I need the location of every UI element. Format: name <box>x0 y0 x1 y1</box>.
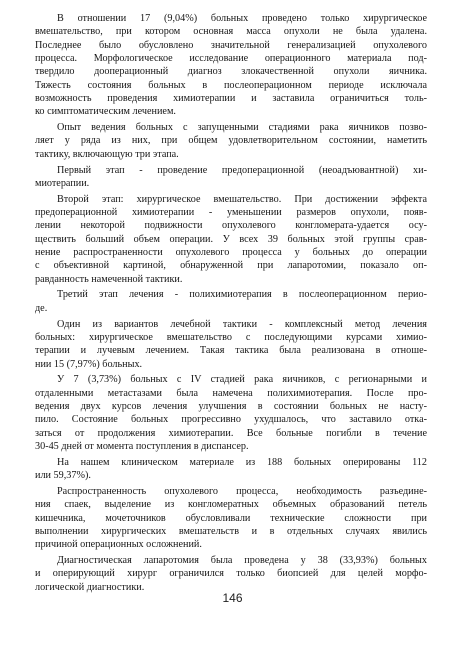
text-line: отдаленными метастазами была намечена полихимиотерапия. После про- <box>35 387 427 399</box>
paragraph <box>35 554 427 594</box>
paragraph <box>35 288 427 315</box>
text-line: ведения двух курсов лечения улучшения в состоянии больных не насту- <box>35 400 427 412</box>
text-line: ществить больший объем операции. У всех 39 больных этой группы срав- <box>35 233 427 245</box>
text-line: и оперирующий хирург ограничился только биопсией для целей морфо- <box>35 568 427 580</box>
text-line: миотерапии. <box>35 177 90 189</box>
paragraph <box>35 373 427 453</box>
paragraph <box>35 164 427 191</box>
text-line: или 59,37%). <box>35 470 91 482</box>
paragraph <box>35 193 427 286</box>
text-line: твердило дооперационный диагноз злокачественной опухоли яичника. <box>35 66 427 78</box>
text-line: выполнении хирургических вмешательств и в отдельных случаях явились <box>35 525 427 537</box>
text-line: равданность намеченной тактики. <box>35 273 183 285</box>
text-line: нии 15 (7,97%) больных. <box>35 358 143 370</box>
text-line: больных: хирургическое вмешательство с последующими курсами химио- <box>35 331 427 343</box>
text-line: логической диагностики. <box>35 581 145 593</box>
page-number: 146 <box>222 591 243 605</box>
text-line: вмешательство, при котором основная масса опухоли не была удалена. <box>35 26 427 38</box>
text-line: Второй этап: хирургическое вмешательство. При достижении эффекта <box>57 193 427 205</box>
text-line: ко симптоматическим лечением. <box>35 106 176 118</box>
text-line: Опыт ведения больных с запущенными стадиями рака яичников позво- <box>57 122 427 134</box>
text-line: заться от продолжения химиотерапии. Все больные погибли в течение <box>35 427 427 439</box>
paragraph <box>35 121 427 161</box>
text-line: предоперационной химиотерапии - уменьшении размеров опухоли, появ- <box>35 206 427 218</box>
text-line: 30-45 дней от момента поступления в диспансер. <box>35 441 249 452</box>
text-line: У 7 (3,73%) больных с IV стадией рака яичников, с регионарными и <box>57 374 427 386</box>
text-line: причиной операционных осложнений. <box>35 539 202 551</box>
paragraph <box>35 485 427 552</box>
paragraph <box>35 456 427 483</box>
text-line: лении некоторой подвижности опухолевого конгломерата-удается осу- <box>35 220 427 232</box>
text-line: терапии и лучевым лечением. Такая тактика была реализована в отноше- <box>35 345 427 357</box>
text-line: На нашем клиническом материале из 188 больных оперированы 112 <box>57 456 427 468</box>
text-line: Последнее было обусловлено значительной генерализацией опухолевого <box>35 39 427 51</box>
text-line: возможность проведения химиотерапии и заставила ограничиться толь- <box>35 93 427 105</box>
text-line: Диагностическая лапаротомия была проведена у 38 (33,93%) больных <box>57 554 427 566</box>
text-line: ния спаек, выделение из конгломератных объемных образований петель <box>35 499 427 511</box>
text-line: с объективной картиной, обнаруженной при лапаротомии, показало оп- <box>35 260 427 272</box>
text-line: Третий этап лечения - полихимиотерапия в послеоперационном перио- <box>57 289 427 301</box>
text-line: тактику, включающую три этапа. <box>35 148 179 160</box>
paragraph <box>35 318 427 371</box>
body-text <box>35 12 427 594</box>
text-line: Один из вариантов лечебной тактики - комплексный метод лечения <box>57 318 427 330</box>
text-line: процесса. Морфологическое исследование операционного материала под- <box>35 53 427 65</box>
text-line: Распространенность опухолевого процесса, необходимость разъедине- <box>57 485 427 497</box>
text-line: кишечника, мочеточников обусловливали технические сложности при <box>35 512 427 524</box>
paragraph <box>35 12 427 119</box>
text-line: ляет у ряда из них, при общем удовлетворительном состоянии, наметить <box>35 135 427 147</box>
text-line: де. <box>35 302 48 314</box>
text-line: В отношении 17 (9,04%) больных проведено только хирургическое <box>57 13 427 24</box>
text-line: нение распространенности опухолевого процесса у больных до операции <box>35 247 427 259</box>
text-line: пило. Состояние больных прогрессивно ухудшалось, что заставило отка- <box>35 414 427 426</box>
text-line: Тяжесть состояния больных в послеоперационном периоде исключала <box>35 79 427 91</box>
text-line: Первый этап - проведение предоперационной (неоадъювантной) хи- <box>57 164 427 176</box>
